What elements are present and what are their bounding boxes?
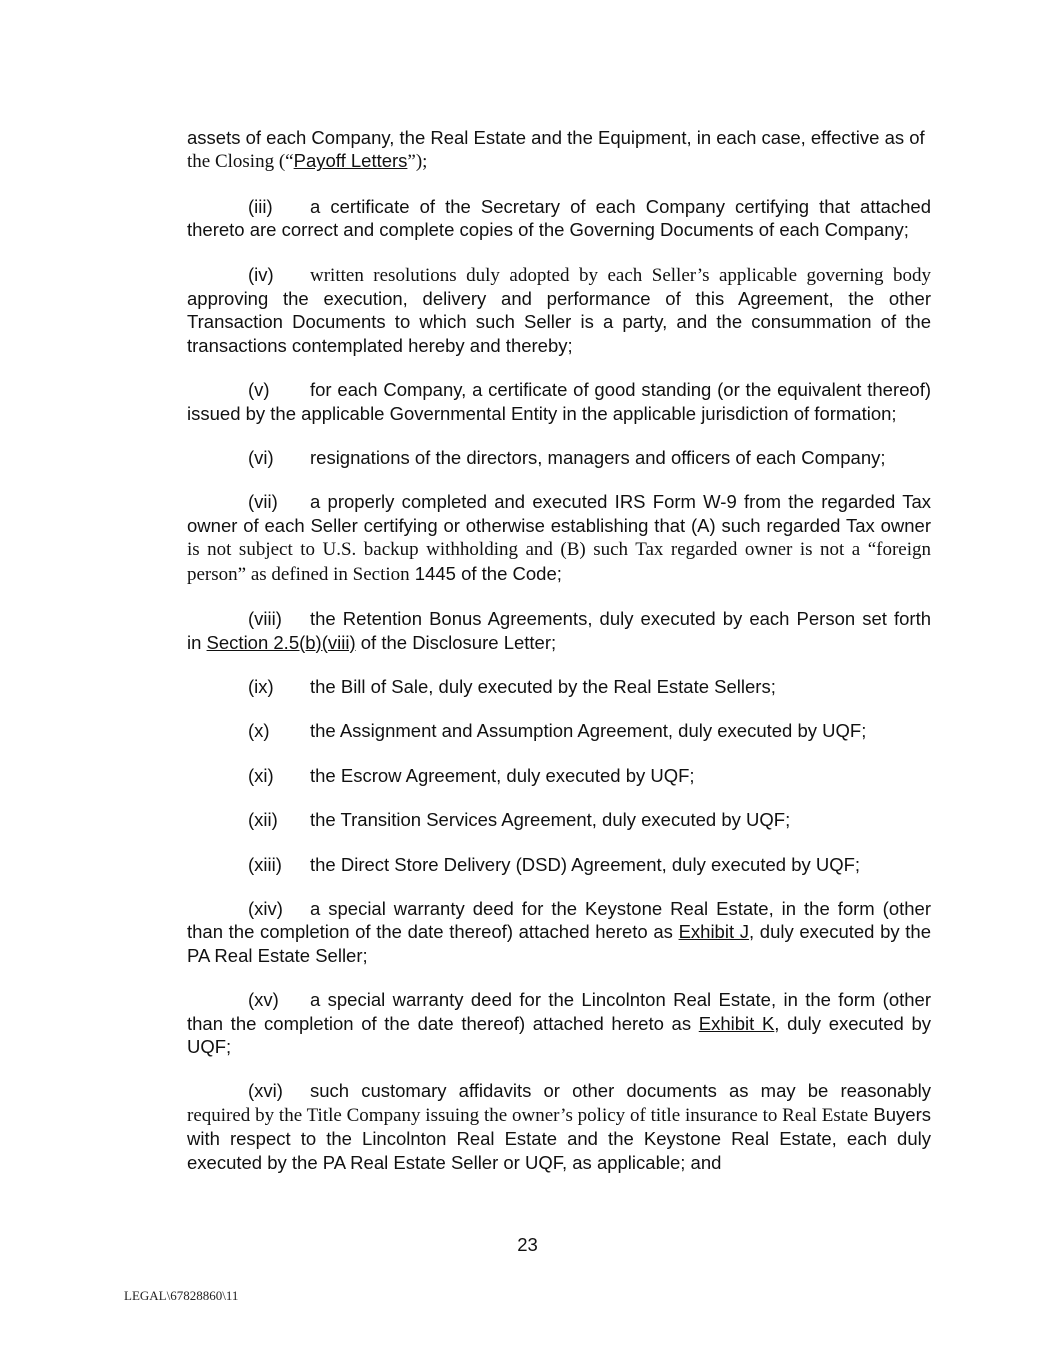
item-text-serif: written resolutions duly adopted by each Seller’s applicable governing body [310,264,931,286]
item-number: (iii) [248,195,273,217]
item-number: (xvi) [248,1080,283,1102]
item-text: a certificate of the Secretary of each Company certifying that attached thereto are correct and complete copies of the Governing Documents of each Company; [187,195,931,241]
list-item-iv [187,263,931,358]
item-text: a special warranty deed for the Lincolnton Real Estate, in the form (other than the completion of the date thereof) attached hereto as [187,989,931,1034]
list-item-vii [187,490,931,586]
intro-paragraph [187,126,931,174]
item-text-end: of the Disclosure Letter; [360,631,557,653]
item-text-serif: is not subject to U.S. backup withholding and (B) such Tax regarded owner is not a “foreign person” as defined in Section [187,539,931,585]
item-number: (ix) [248,675,274,697]
item-text: the Retention Bonus Agreements, duly executed by each Person set forth in [187,608,931,653]
list-item-xv [187,988,931,1058]
item-text-end: Buyers with respect to the Lincolnton Real Estate and the Keystone Real Estate, each duly executed by the PA Real Estate Seller or UQF, as applicable; and [187,1103,931,1173]
item-text: the Direct Store Delivery (DSD) Agreement, duly executed by UQF; [310,853,861,875]
list-item-x [187,719,931,742]
item-text: resignations of the directors, managers and officers of each Company; [310,447,886,469]
list-item-xiv [187,897,931,967]
payoff-letters-term: Payoff Letters [293,150,408,172]
item-text-end: , duly executed by the PA Real Estate Seller; [187,921,932,966]
exhibit-j-link: Exhibit J [678,921,749,943]
item-number: (vi) [248,447,274,469]
item-text-end: , duly executed by UQF; [187,1012,932,1057]
list-item-ix [187,675,931,698]
item-text-end: 1445 of the Code; [414,562,562,584]
list-item-vi [187,446,931,469]
item-number: (iv) [248,263,274,285]
item-text: the Escrow Agreement, duly executed by UQF; [310,764,695,786]
list-item-xvi [187,1079,931,1174]
list-item-viii [187,607,931,654]
item-number: (xii) [248,809,278,831]
item-number: (x) [248,720,270,742]
intro-line-1: assets of each Company, the Real Estate and the Equipment, in each case, effective as of [187,127,925,148]
list-item-xii [187,808,931,831]
page-number: 23 [517,1234,538,1255]
item-number: (xiv) [248,897,283,919]
item-text: a special warranty deed for the Keystone Real Estate, in the form (other than the completion of the date thereof) attached hereto as [187,897,931,943]
list-item-iii [187,195,931,242]
item-text: the Transition Services Agreement, duly executed by UQF; [310,809,791,831]
item-text: the Assignment and Assumption Agreement, duly executed by UQF; [310,720,867,742]
item-number: (xi) [248,764,274,786]
item-number: (viii) [248,608,282,630]
intro-line-2-prefix: the Closing (“ [187,151,294,173]
section-reference-link: Section 2.5(b)(viii) [206,631,356,653]
exhibit-k-link: Exhibit K [698,1012,775,1034]
list-item-xi [187,764,931,787]
intro-line-2-suffix: ”); [407,151,428,173]
list-item-v [187,378,931,425]
item-text: such customary affidavits or other documents as may be reasonably [310,1080,931,1102]
item-text: for each Company, a certificate of good standing (or the equivalent thereof) issued by the applicable Governmental Entity in the applicable jurisdiction of formation; [187,379,931,424]
item-number: (v) [248,379,270,401]
item-number: (vii) [248,491,278,513]
item-text: a properly completed and executed IRS Form W-9 from the regarded Tax owner of each Seller certifying or otherwise establishing that (A) such regarded Tax owner [187,491,931,536]
document-id-footer: LEGAL\67828860\11 [124,1288,239,1303]
item-number: (xv) [248,989,279,1011]
list-item-xiii [187,853,931,876]
item-number: (xiii) [248,853,282,875]
item-text: approving the execution, delivery and performance of this Agreement, the other Transaction Documents to which such Seller is a party, and the consummation of the transactions contemplated hereby and thereby; [187,288,931,356]
item-text: the Bill of Sale, duly executed by the Real Estate Sellers; [310,675,776,697]
item-text-serif: required by the Title Company issuing the owner’s policy of title insurance to Real Estate [187,1104,869,1126]
document-body [187,126,931,1195]
